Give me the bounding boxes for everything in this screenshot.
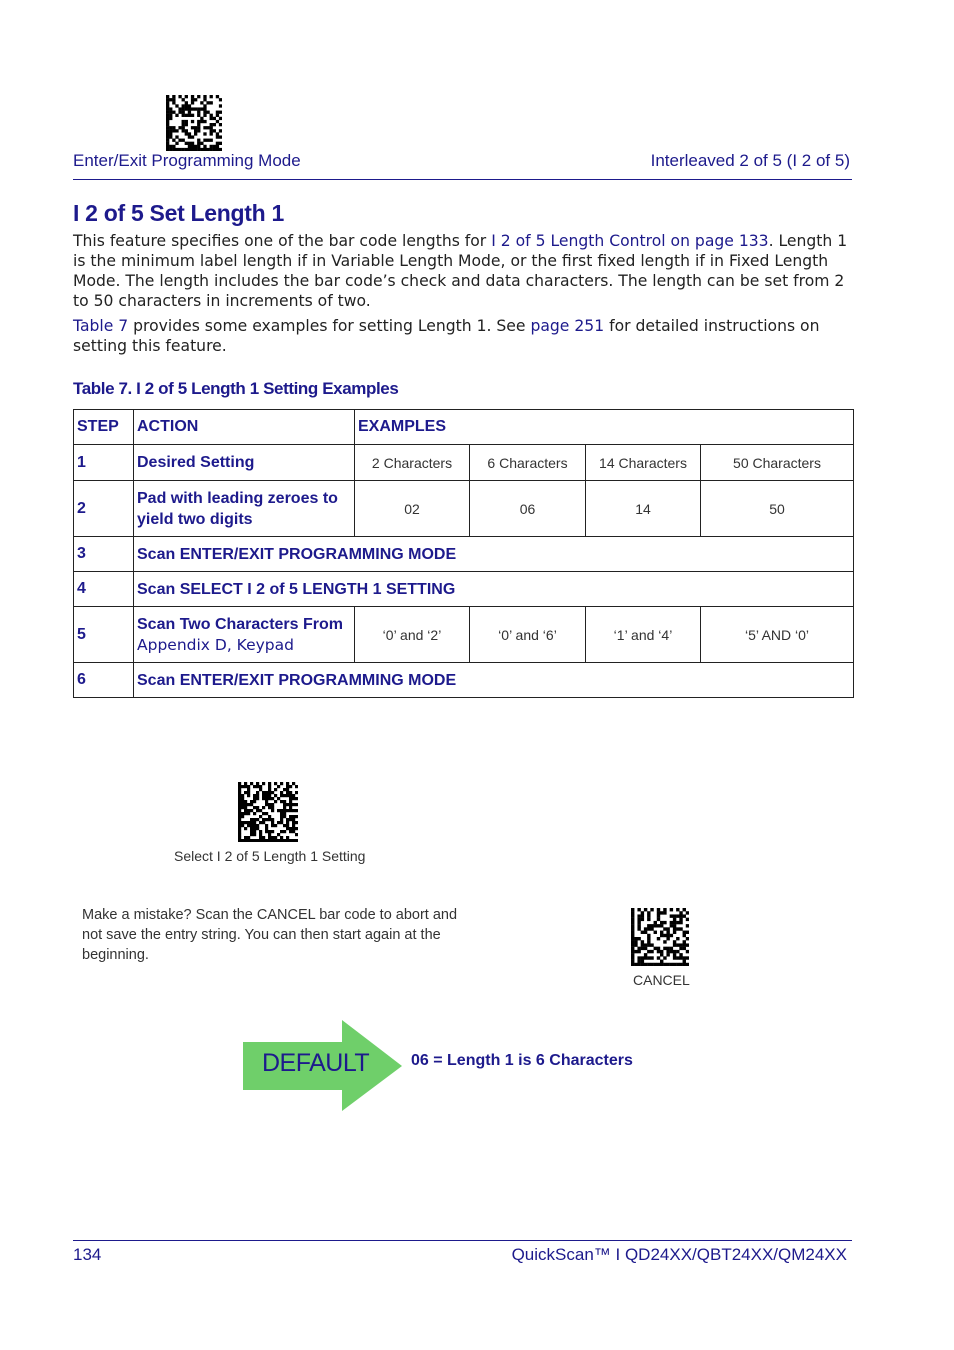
- table-row: [74, 663, 854, 698]
- step-action: Scan ENTER/EXIT PROGRAMMING MODE: [134, 663, 854, 698]
- example-cell: 50: [701, 481, 854, 537]
- enter-exit-programming-barcode: [166, 95, 222, 151]
- cancel-barcode-caption: CANCEL: [633, 972, 690, 988]
- intro-text: . Length 1 is the minimum label length if in Variable Length Mode, or the first fixed length if in Fixed Length Mode. The length includes the bar code’s check and data characters. The length can be set from 2 to 50 characters in increments of two.: [73, 232, 848, 310]
- header-examples: EXAMPLES: [355, 410, 854, 445]
- footer-divider: [73, 1240, 852, 1241]
- default-label: DEFAULT: [262, 1049, 370, 1077]
- page-251-link[interactable]: page 251: [530, 317, 605, 335]
- mistake-note: Make a mistake? Scan the CANCEL bar code to abort and not save the entry string. You can then start again at the beginning.: [82, 907, 458, 963]
- step-number: 3: [74, 537, 134, 572]
- intro-text: for detailed instructions on setting this feature.: [73, 317, 820, 355]
- table-row: [74, 607, 854, 663]
- header-section-right: Interleaved 2 of 5 (I 2 of 5): [650, 151, 850, 170]
- intro-paragraph-2: [73, 316, 863, 356]
- select-length-1-barcode: [238, 782, 298, 842]
- step-number: 4: [74, 572, 134, 607]
- appendix-keypad-link[interactable]: Appendix D, Keypad: [137, 635, 294, 654]
- step-number: 5: [74, 607, 134, 663]
- page-number: 134: [73, 1245, 102, 1264]
- section-title: I 2 of 5 Set Length 1: [73, 200, 284, 226]
- example-cell: ‘0’ and ‘2’: [355, 607, 470, 663]
- intro-paragraph-1: [73, 231, 863, 311]
- example-cell: ‘5’ AND ‘0’: [701, 607, 854, 663]
- example-cell: 06: [470, 481, 586, 537]
- example-cell: 2 Characters: [355, 445, 470, 481]
- step-action: Pad with leading zeroes to yield two digits: [134, 481, 355, 537]
- header-section-left: Enter/Exit Programming Mode: [73, 151, 301, 170]
- table-title: Table 7. I 2 of 5 Length 1 Setting Examples: [73, 379, 399, 398]
- step-number: 2: [74, 481, 134, 537]
- example-cell: 14 Characters: [586, 445, 701, 481]
- select-barcode-caption: Select I 2 of 5 Length 1 Setting: [174, 848, 366, 864]
- intro-text: This feature specifies one of the bar code lengths for: [73, 232, 492, 250]
- step-action: Scan ENTER/EXIT PROGRAMMING MODE: [134, 537, 854, 572]
- table-row: [74, 445, 854, 481]
- length-control-link[interactable]: I 2 of 5 Length Control on page 133: [491, 232, 769, 250]
- table-row: [74, 572, 854, 607]
- table-header-row: [74, 410, 854, 445]
- header-step: STEP: [74, 410, 134, 445]
- product-name: QuickScan™ I QD24XX/QBT24XX/QM24XX: [511, 1245, 847, 1264]
- example-cell: ‘1’ and ‘4’: [586, 607, 701, 663]
- step-action: Desired Setting: [134, 445, 355, 481]
- settings-examples-table: [73, 409, 854, 698]
- example-cell: ‘0’ and ‘6’: [470, 607, 586, 663]
- table-row: [74, 481, 854, 537]
- default-setting-text: 06 = Length 1 is 6 Characters: [411, 1052, 633, 1069]
- step-number: 1: [74, 445, 134, 481]
- step-action: [134, 607, 355, 663]
- table-7-link[interactable]: Table 7: [73, 317, 129, 335]
- step-number: 6: [74, 663, 134, 698]
- step-action: Scan SELECT I 2 of 5 LENGTH 1 SETTING: [134, 572, 854, 607]
- table-row: [74, 537, 854, 572]
- header-action: ACTION: [134, 410, 355, 445]
- step-action-text: Scan Two Characters From: [137, 615, 343, 633]
- header-divider: [73, 179, 852, 180]
- intro-text: provides some examples for setting Length 1. See: [128, 317, 531, 335]
- example-cell: 14: [586, 481, 701, 537]
- example-cell: 02: [355, 481, 470, 537]
- cancel-barcode: [631, 908, 689, 966]
- example-cell: 6 Characters: [470, 445, 586, 481]
- example-cell: 50 Characters: [701, 445, 854, 481]
